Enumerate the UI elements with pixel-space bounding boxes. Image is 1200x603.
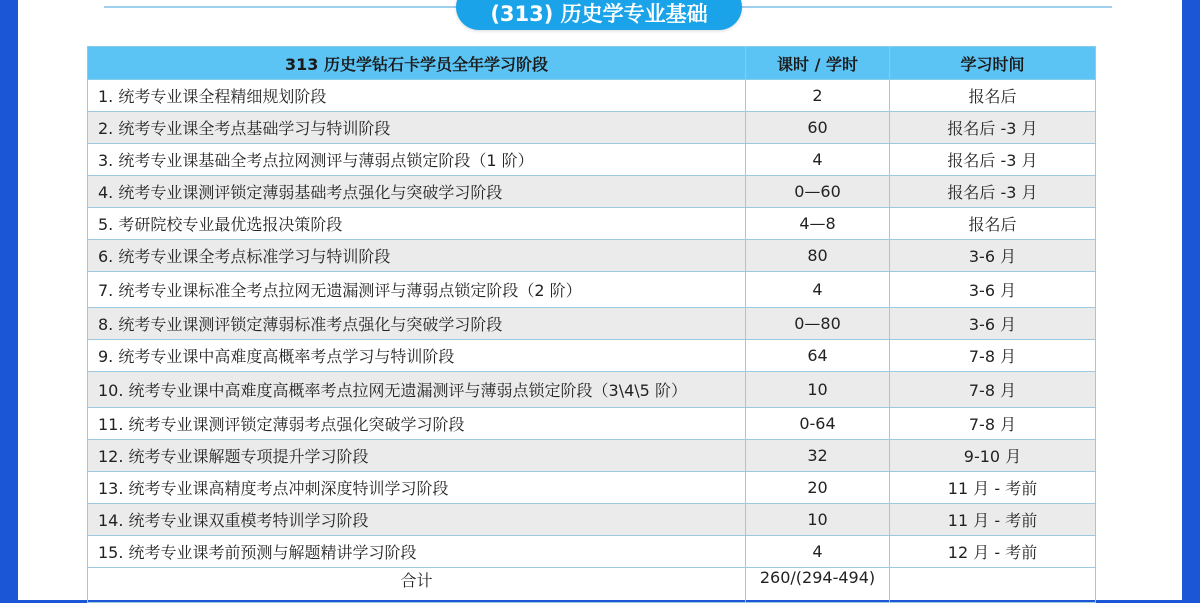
time-cell: 9-10 月 bbox=[890, 440, 1096, 472]
time-cell: 报名后 -3 月 bbox=[890, 112, 1096, 144]
time-cell: 7-8 月 bbox=[890, 372, 1096, 408]
table-row bbox=[88, 308, 1096, 340]
time-cell: 7-8 月 bbox=[890, 340, 1096, 372]
section-title: (313) 历史学专业基础 bbox=[490, 2, 708, 26]
stage-cell: 1. 统考专业课全程精细规划阶段 bbox=[88, 80, 746, 112]
table-header-row bbox=[88, 47, 1096, 80]
hours-cell: 20 bbox=[746, 472, 890, 504]
table-total-row bbox=[88, 568, 1096, 603]
table-row bbox=[88, 80, 1096, 112]
table-row bbox=[88, 408, 1096, 440]
table-row bbox=[88, 536, 1096, 568]
table-row bbox=[88, 372, 1096, 408]
stage-cell: 14. 统考专业课双重模考特训学习阶段 bbox=[88, 504, 746, 536]
stage-cell: 5. 考研院校专业最优选报决策阶段 bbox=[88, 208, 746, 240]
table-row bbox=[88, 440, 1096, 472]
stage-cell: 6. 统考专业课全考点标准学习与特训阶段 bbox=[88, 240, 746, 272]
header-hours: 课时 / 学时 bbox=[746, 47, 890, 80]
time-cell: 报名后 -3 月 bbox=[890, 144, 1096, 176]
stage-cell: 7. 统考专业课标准全考点拉网无遗漏测评与薄弱点锁定阶段（2 阶） bbox=[88, 272, 746, 308]
hours-cell: 4 bbox=[746, 144, 890, 176]
hours-cell: 0—80 bbox=[746, 308, 890, 340]
time-cell: 11 月 - 考前 bbox=[890, 472, 1096, 504]
stage-cell: 15. 统考专业课考前预测与解题精讲学习阶段 bbox=[88, 536, 746, 568]
table-row bbox=[88, 176, 1096, 208]
time-cell: 报名后 bbox=[890, 80, 1096, 112]
table-row bbox=[88, 472, 1096, 504]
time-cell: 11 月 - 考前 bbox=[890, 504, 1096, 536]
table-row bbox=[88, 144, 1096, 176]
table-row bbox=[88, 112, 1096, 144]
table-row bbox=[88, 504, 1096, 536]
header-time: 学习时间 bbox=[890, 47, 1096, 80]
hours-cell: 4 bbox=[746, 272, 890, 308]
time-cell: 12 月 - 考前 bbox=[890, 536, 1096, 568]
stage-cell: 11. 统考专业课测评锁定薄弱考点强化突破学习阶段 bbox=[88, 408, 746, 440]
hours-cell: 10 bbox=[746, 372, 890, 408]
header-stage: 313 历史学钻石卡学员全年学习阶段 bbox=[88, 47, 746, 80]
hours-cell: 60 bbox=[746, 112, 890, 144]
total-time bbox=[890, 568, 1096, 603]
hours-cell: 64 bbox=[746, 340, 890, 372]
total-hours: 260/(294-494) bbox=[746, 568, 890, 603]
hours-cell: 4—8 bbox=[746, 208, 890, 240]
total-label: 合计 bbox=[88, 568, 746, 603]
time-cell: 3-6 月 bbox=[890, 240, 1096, 272]
hours-cell: 10 bbox=[746, 504, 890, 536]
hours-cell: 0-64 bbox=[746, 408, 890, 440]
stage-cell: 12. 统考专业课解题专项提升学习阶段 bbox=[88, 440, 746, 472]
stage-cell: 2. 统考专业课全考点基础学习与特训阶段 bbox=[88, 112, 746, 144]
study-stage-table bbox=[87, 46, 1096, 603]
stage-cell: 13. 统考专业课高精度考点冲刺深度特训学习阶段 bbox=[88, 472, 746, 504]
table-row bbox=[88, 240, 1096, 272]
table-row bbox=[88, 340, 1096, 372]
stage-cell: 3. 统考专业课基础全考点拉网测评与薄弱点锁定阶段（1 阶） bbox=[88, 144, 746, 176]
time-cell: 3-6 月 bbox=[890, 308, 1096, 340]
hours-cell: 2 bbox=[746, 80, 890, 112]
hours-cell: 80 bbox=[746, 240, 890, 272]
stage-cell: 10. 统考专业课中高难度高概率考点拉网无遗漏测评与薄弱点锁定阶段（3\4\5 阶） bbox=[88, 372, 746, 408]
hours-cell: 4 bbox=[746, 536, 890, 568]
table-row bbox=[88, 208, 1096, 240]
section-title-badge bbox=[456, 0, 742, 30]
time-cell: 7-8 月 bbox=[890, 408, 1096, 440]
time-cell: 3-6 月 bbox=[890, 272, 1096, 308]
hours-cell: 32 bbox=[746, 440, 890, 472]
stage-cell: 4. 统考专业课测评锁定薄弱基础考点强化与突破学习阶段 bbox=[88, 176, 746, 208]
table-row bbox=[88, 272, 1096, 308]
stage-cell: 8. 统考专业课测评锁定薄弱标准考点强化与突破学习阶段 bbox=[88, 308, 746, 340]
hours-cell: 0—60 bbox=[746, 176, 890, 208]
stage-cell: 9. 统考专业课中高难度高概率考点学习与特训阶段 bbox=[88, 340, 746, 372]
time-cell: 报名后 bbox=[890, 208, 1096, 240]
time-cell: 报名后 -3 月 bbox=[890, 176, 1096, 208]
